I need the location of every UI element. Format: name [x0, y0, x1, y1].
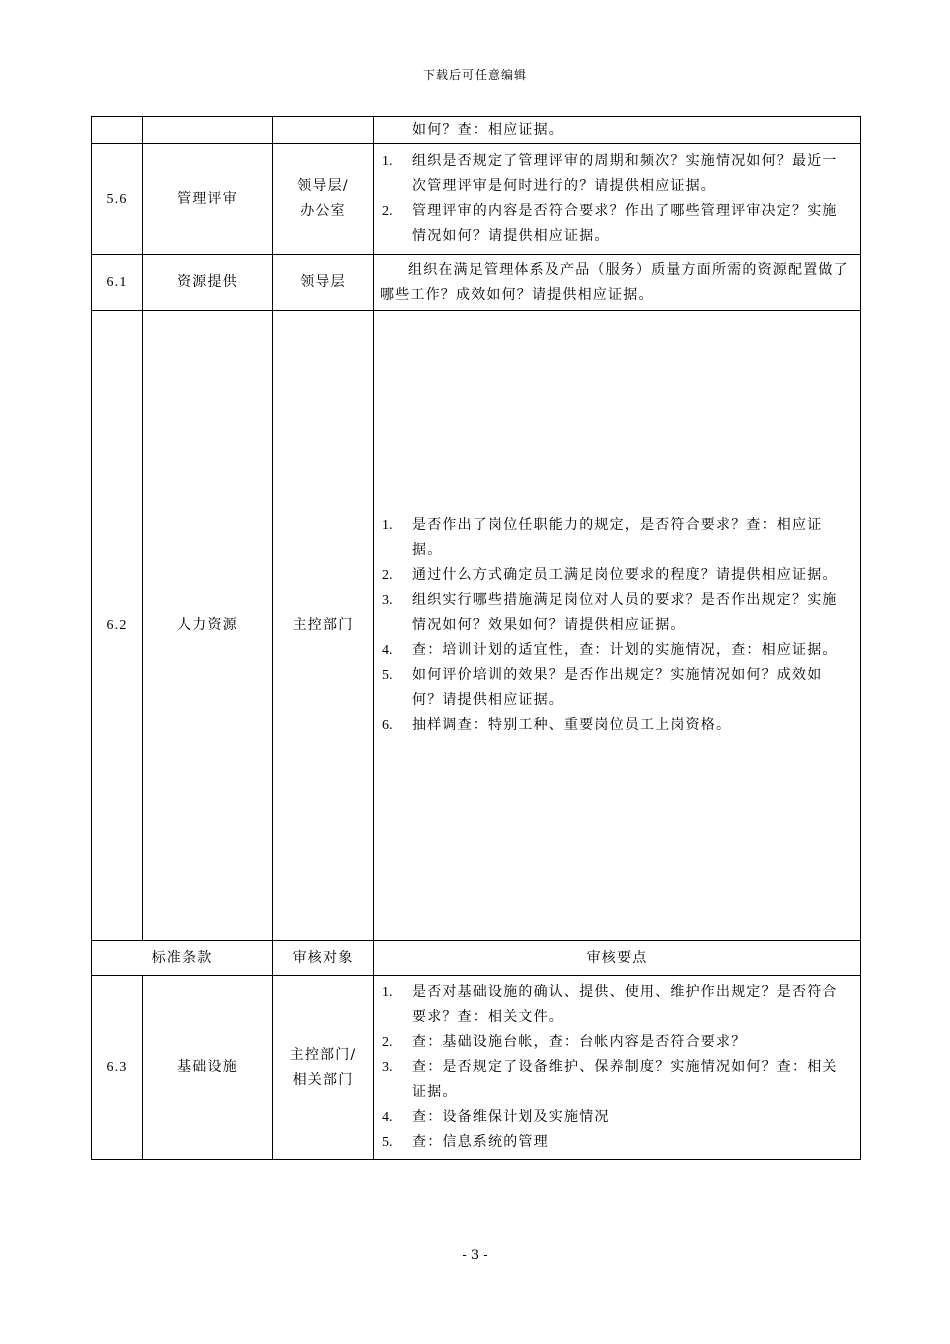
audit-target: 领导层 — [273, 255, 374, 311]
list-number: 4. — [382, 643, 393, 658]
audit-points — [374, 144, 861, 255]
audit-points — [374, 976, 861, 1160]
audit-table — [91, 116, 861, 1160]
audit-target-line: 相关部门 — [292, 1071, 354, 1088]
points-continuation: 如何？查：相应证据。 — [412, 121, 564, 138]
list-number: 2. — [382, 1035, 393, 1050]
page-number: - 3 - — [462, 1248, 488, 1263]
table-row — [92, 144, 861, 255]
list-number: 1. — [382, 985, 393, 1000]
page-header: 下载后可任意编辑 — [422, 68, 527, 82]
clause-number: 5.6 — [92, 144, 143, 255]
list-item — [380, 149, 852, 199]
table-header-row — [92, 941, 861, 976]
target-cell — [273, 117, 374, 144]
list-item-text: 是否对基础设施的确认、提供、使用、维护作出规定？是否符合要求？查：相关文件。 — [412, 984, 838, 1025]
clause-name: 管理评审 — [143, 144, 273, 255]
list-item-text: 抽样调查：特别工种、重要岗位员工上岗资格。 — [412, 717, 732, 733]
audit-target-line: 主控部门/ — [289, 1046, 357, 1063]
clause-name: 基础设施 — [143, 976, 273, 1160]
list-number: 6. — [382, 718, 393, 733]
audit-target: 主控部门 — [273, 311, 374, 941]
list-item — [380, 1055, 852, 1105]
list-item — [380, 588, 852, 638]
table-row — [92, 117, 861, 144]
list-item-text: 查：信息系统的管理 — [412, 1134, 549, 1150]
table-row — [92, 255, 861, 311]
points-cell — [374, 117, 861, 144]
list-item-text: 通过什么方式确定员工满足岗位要求的程度？请提供相应证据。 — [412, 567, 838, 583]
clause-name: 资源提供 — [143, 255, 273, 311]
list-number: 2. — [382, 204, 393, 219]
audit-target — [273, 144, 374, 255]
list-item-text: 如何评价培训的效果？是否作出规定？实施情况如何？成效如何？请提供相应证据。 — [412, 667, 823, 708]
list-item-text: 查：是否规定了设备维护、保养制度？实施情况如何？查：相关证据。 — [412, 1059, 838, 1100]
list-number: 5. — [382, 1135, 393, 1150]
list-item-text: 管理评审的内容是否符合要求？作出了哪些管理评审决定？实施情况如何？请提供相应证据。 — [412, 203, 838, 244]
list-number: 4. — [382, 1110, 393, 1125]
list-number: 3. — [382, 593, 393, 608]
list-item — [380, 1105, 852, 1130]
clause-cell — [92, 117, 143, 144]
header-target: 审核对象 — [273, 941, 374, 976]
list-item — [380, 1030, 852, 1055]
audit-points — [374, 255, 861, 311]
list-item-text: 查：培训计划的适宜性，查：计划的实施情况，查：相应证据。 — [412, 642, 838, 658]
list-item — [380, 199, 852, 249]
list-number: 1. — [382, 154, 393, 169]
table-row — [92, 976, 861, 1160]
list-item — [380, 713, 852, 738]
table-row — [92, 311, 861, 941]
clause-number: 6.2 — [92, 311, 143, 941]
header-clause: 标准条款 — [92, 941, 273, 976]
list-number: 1. — [382, 518, 393, 533]
list-number: 5. — [382, 668, 393, 683]
list-item — [380, 638, 852, 663]
list-item-text: 查：设备维保计划及实施情况 — [412, 1109, 610, 1125]
audit-target-line: 领导层/ — [297, 178, 349, 194]
list-item-text: 组织实行哪些措施满足岗位对人员的要求？是否作出规定？实施情况如何？效果如何？请提供相应证据。 — [412, 592, 838, 633]
audit-points-text: 组织在满足管理体系及产品（服务）质量方面所需的资源配置做了哪些工作？成效如何？请提供相应证据。 — [380, 261, 849, 303]
list-item — [380, 980, 852, 1030]
clause-number: 6.3 — [92, 976, 143, 1160]
clause-number: 6.1 — [92, 255, 143, 311]
list-item — [380, 1130, 852, 1155]
list-item — [380, 563, 852, 588]
name-cell — [143, 117, 273, 144]
list-item-text: 组织是否规定了管理评审的周期和频次？实施情况如何？最近一次管理评审是何时进行的？请提供相应证据。 — [412, 153, 838, 194]
audit-target — [273, 976, 374, 1160]
audit-points — [374, 311, 861, 941]
list-item-text: 查：基础设施台帐，查：台帐内容是否符合要求？ — [412, 1034, 747, 1050]
list-number: 2. — [382, 568, 393, 583]
list-item-text: 是否作出了岗位任职能力的规定，是否符合要求？查：相应证据。 — [412, 517, 823, 558]
list-item — [380, 513, 852, 563]
clause-name: 人力资源 — [143, 311, 273, 941]
list-number: 3. — [382, 1060, 393, 1075]
header-points: 审核要点 — [374, 941, 861, 976]
list-item — [380, 663, 852, 713]
audit-target-line: 办公室 — [300, 203, 346, 219]
